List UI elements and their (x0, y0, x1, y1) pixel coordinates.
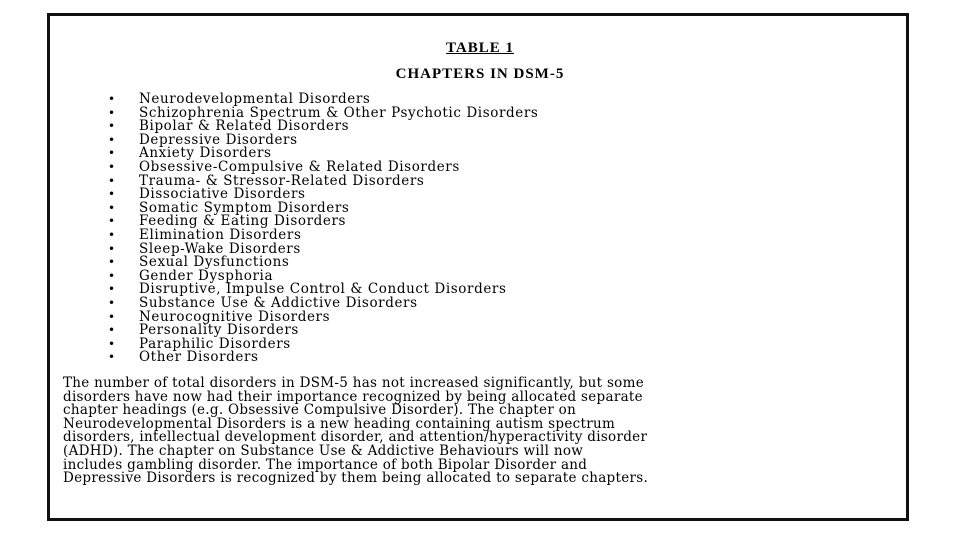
bullet-icon: • (108, 92, 116, 106)
note-line: includes gambling disorder. The importance of both Bipolar Disorder and (63, 456, 588, 473)
chapter-label: Trauma- & Stressor-Related Disorders (139, 172, 425, 189)
chapter-label: Sexual Dysfunctions (139, 254, 290, 271)
chapter-label: Elimination Disorders (139, 226, 302, 243)
chapter-label: Substance Use & Addictive Disorders (139, 294, 418, 311)
bullet-icon: • (108, 173, 116, 188)
bullet-icon: • (108, 200, 116, 215)
table-title: TABLE 1 (446, 40, 514, 56)
bullet-icon: • (108, 227, 116, 242)
chapter-label: Other Disorders (139, 349, 259, 366)
chapter-label: Neurodevelopmental Disorders (139, 91, 371, 107)
table-subtitle: CHAPTERS IN DSM-5 (395, 66, 565, 82)
bullet-icon: • (108, 255, 116, 270)
chapter-label: Neurocognitive Disorders (139, 308, 331, 325)
note-line: disorders have now had their importance recognized by being allocated separate (63, 388, 643, 405)
chapter-label: Depressive Disorders (139, 131, 298, 148)
note-line: chapter headings (e.g. Obsessive Compulsive Disorder). The chapter on (63, 402, 577, 419)
chapter-label: Gender Dysphoria (139, 267, 274, 284)
bullet-icon: • (108, 214, 116, 229)
chapter-label: Sleep-Wake Disorders (139, 240, 301, 257)
bullet-icon: • (108, 146, 116, 161)
chapter-label: Dissociative Disorders (139, 186, 306, 203)
bullet-icon: • (108, 309, 116, 324)
bullet-icon: • (108, 282, 116, 297)
chapter-list (108, 93, 538, 365)
bullet-icon: • (108, 159, 116, 174)
note-line: (ADHD). The chapter on Substance Use & Addictive Behaviours will now (63, 442, 584, 459)
chapter-label: Schizophrenia Spectrum & Other Psychotic Disorders (139, 104, 539, 121)
bullet-icon: • (108, 350, 116, 365)
bullet-icon: • (108, 105, 116, 120)
chapter-label: Obsessive-Compulsive & Related Disorders (139, 158, 460, 175)
chapter-label: Disruptive, Impulse Control & Conduct Disorders (139, 281, 507, 298)
note-line: Neurodevelopmental Disorders is a new heading containing autism spectrum (63, 415, 616, 432)
bullet-icon: • (108, 268, 116, 283)
list-item (108, 351, 538, 365)
chapter-label: Bipolar & Related Disorders (139, 118, 350, 135)
chapter-label: Paraphilic Disorders (139, 335, 291, 352)
bullet-icon: • (108, 187, 116, 202)
chapter-label: Feeding & Eating Disorders (139, 213, 347, 230)
bullet-icon: • (108, 132, 116, 147)
bullet-icon: • (108, 119, 116, 134)
note-line: disorders, intellectual development disorder, and attention/hyperactivity disorder (63, 429, 648, 446)
bullet-icon: • (108, 295, 116, 310)
note-line: The number of total disorders in DSM-5 has not increased significantly, but some (63, 375, 644, 391)
bullet-icon: • (108, 336, 116, 351)
chapter-label: Anxiety Disorders (139, 145, 272, 162)
note-line: Depressive Disorders is recognized by them being allocated to separate chapters. (63, 470, 649, 487)
explanatory-note (63, 377, 893, 486)
bullet-icon: • (108, 323, 116, 338)
bullet-icon: • (108, 241, 116, 256)
chapter-label: Somatic Symptom Disorders (139, 199, 350, 216)
chapter-label: Personality Disorders (139, 322, 299, 339)
